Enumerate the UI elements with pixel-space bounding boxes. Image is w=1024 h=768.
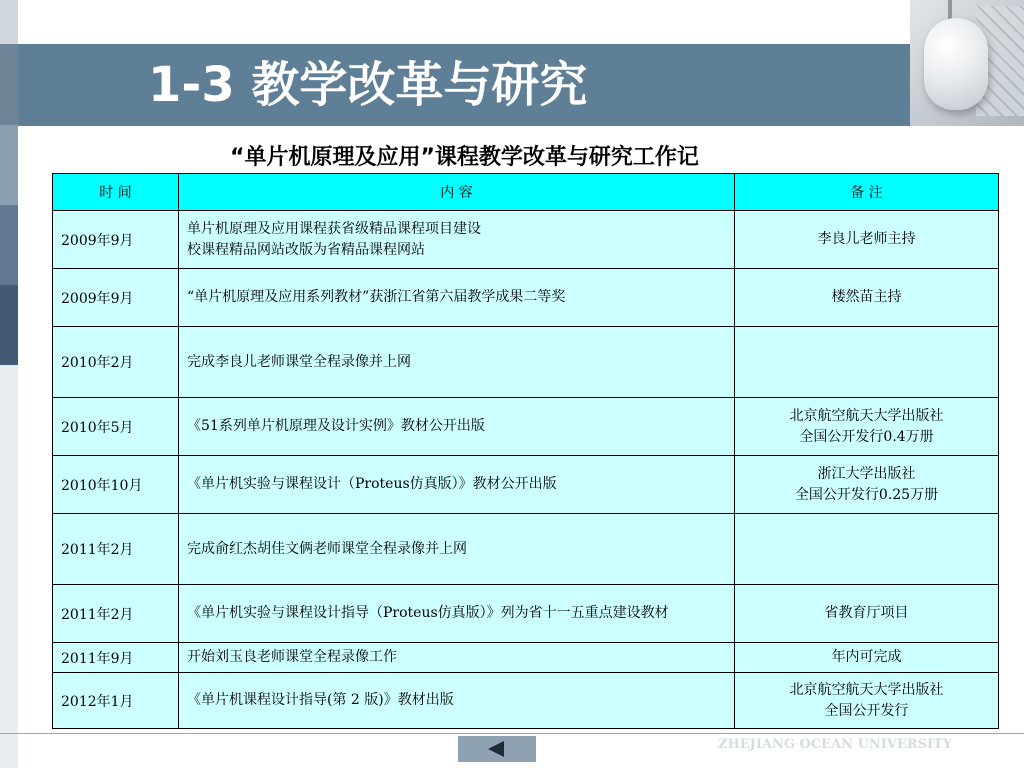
header-content: 内 容 xyxy=(179,174,735,211)
cell-note xyxy=(735,514,999,585)
mouse-keyboard-photo xyxy=(910,0,1024,126)
header-time: 时 间 xyxy=(53,174,179,211)
cell-time: 2012年1月 xyxy=(53,673,179,729)
cell-time: 2009年9月 xyxy=(53,269,179,327)
table-row xyxy=(53,327,999,398)
mouse-icon xyxy=(924,18,988,110)
cell-note: 省教育厅项目 xyxy=(735,585,999,643)
cell-content: “单片机原理及应用系列教材”获浙江省第六届教学成果二等奖 xyxy=(179,269,735,327)
cell-note: 楼然苗主持 xyxy=(735,269,999,327)
cell-note: 浙江大学出版社 全国公开发行0.25万册 xyxy=(735,456,999,514)
slide-title: 1-3 教学改革与研究 xyxy=(148,57,588,113)
cell-note: 年内可完成 xyxy=(735,643,999,673)
slide-subtitle: “单片机原理及应用”课程教学改革与研究工作记 xyxy=(230,145,699,170)
header-note: 备 注 xyxy=(735,174,999,211)
cell-time: 2010年10月 xyxy=(53,456,179,514)
cell-time: 2011年2月 xyxy=(53,585,179,643)
table-row xyxy=(53,456,999,514)
table-header-row xyxy=(53,174,999,211)
teaching-reform-table xyxy=(52,173,999,729)
cell-note: 北京航空航天大学出版社 全国公开发行0.4万册 xyxy=(735,398,999,456)
cell-content: 《单片机课程设计指导(第 2 版)》教材出版 xyxy=(179,673,735,729)
cell-content: 《单片机实验与课程设计（Proteus仿真版）》教材公开出版 xyxy=(179,456,735,514)
cell-content: 完成李良儿老师课堂全程录像并上网 xyxy=(179,327,735,398)
cell-note: 李良儿老师主持 xyxy=(735,211,999,269)
cell-time: 2011年9月 xyxy=(53,643,179,673)
table-row xyxy=(53,514,999,585)
cell-content: 《51系列单片机原理及设计实例》教材公开出版 xyxy=(179,398,735,456)
table-row xyxy=(53,585,999,643)
back-button[interactable] xyxy=(458,736,536,762)
cell-note xyxy=(735,327,999,398)
table-row xyxy=(53,269,999,327)
cell-time: 2010年2月 xyxy=(53,327,179,398)
cell-time: 2011年2月 xyxy=(53,514,179,585)
table-row xyxy=(53,398,999,456)
cell-content: 《单片机实验与课程设计指导（Proteus仿真版）》列为省十一五重点建设教材 xyxy=(179,585,735,643)
cell-time: 2010年5月 xyxy=(53,398,179,456)
table-row xyxy=(53,673,999,729)
left-decorative-strip xyxy=(0,0,18,768)
cell-time: 2009年9月 xyxy=(53,211,179,269)
footer-university-name: ZHEJIANG OCEAN UNIVERSITY xyxy=(718,737,953,752)
table-row xyxy=(53,643,999,673)
back-arrow-icon xyxy=(488,741,504,757)
cell-note: 北京航空航天大学出版社 全国公开发行 xyxy=(735,673,999,729)
cell-content: 单片机原理及应用课程获省级精品课程项目建设 校课程精品网站改版为省精品课程网站 xyxy=(179,211,735,269)
cell-content: 开始刘玉良老师课堂全程录像工作 xyxy=(179,643,735,673)
cell-content: 完成俞红杰胡佳文俩老师课堂全程录像并上网 xyxy=(179,514,735,585)
bottom-divider xyxy=(0,733,1024,734)
table-row xyxy=(53,211,999,269)
